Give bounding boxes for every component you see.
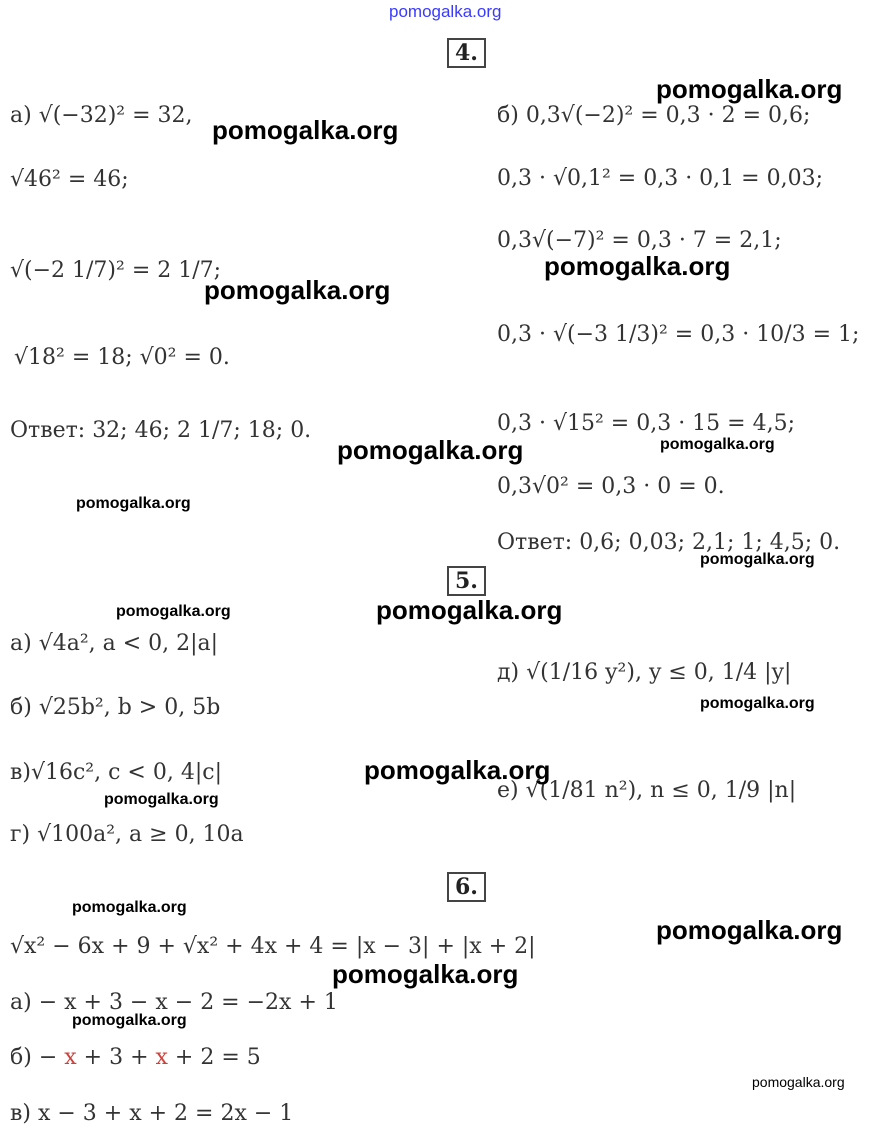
watermark: pomogalka.org [364, 755, 551, 785]
task-6c: в) x − 3 + x + 2 = 2x − 1 [10, 1101, 294, 1126]
watermark: pomogalka.org [544, 251, 731, 281]
task-4b-line-1: б) 0,3√(−2)² = 0,3 · 2 = 0,6; [497, 103, 811, 128]
watermark: pomogalka.org [76, 495, 191, 512]
watermark: pomogalka.org [656, 915, 843, 945]
watermark: pomogalka.org [337, 435, 524, 465]
task-4a-line-2: √46² = 46; [10, 167, 129, 192]
task-4b-line-3: 0,3√(−7)² = 0,3 · 7 = 2,1; [497, 228, 782, 253]
task-4a-answer: Ответ: 32; 46; 2 1/7; 18; 0. [10, 418, 312, 443]
task-4b-line-5: 0,3 · √15² = 0,3 · 15 = 4,5; [497, 411, 795, 436]
task-5-number: 5. [447, 566, 486, 596]
watermark: pomogalka.org [376, 595, 563, 625]
watermark: pomogalka.org [204, 275, 391, 305]
task-6b-pre: б) − [10, 1045, 65, 1070]
watermark: pomogalka.org [72, 1012, 187, 1029]
watermark: pomogalka.org [332, 959, 519, 989]
watermark: pomogalka.org [700, 551, 815, 568]
task-6-number: 6. [447, 872, 486, 902]
watermark: pomogalka.org [656, 74, 843, 104]
watermark: pomogalka.org [752, 1074, 845, 1090]
task-4b-line-4: 0,3 · √(−3 1/3)² = 0,3 · 10/3 = 1; [497, 322, 860, 347]
task-6a: а) − x + 3 − x − 2 = −2x + 1 [10, 990, 338, 1015]
task-4a-line-1: а) √(−32)² = 32, [10, 103, 193, 128]
watermark-top: pomogalka.org [389, 2, 502, 21]
watermark: pomogalka.org [116, 603, 231, 620]
task-6b-post: + 2 = 5 [167, 1045, 261, 1070]
watermark: pomogalka.org [700, 695, 815, 712]
task-5c: в)√16c², c < 0, 4|c| [10, 760, 222, 785]
task-4b-line-6: 0,3√0² = 0,3 · 0 = 0. [497, 474, 725, 499]
task-4a-line-4: √18² = 18; √0² = 0. [14, 345, 230, 370]
task-6b-x2: x [155, 1045, 168, 1070]
task-5d: г) √100a², a ≥ 0, 10a [10, 822, 244, 847]
task-5e: д) √(1/16 y²), y ≤ 0, 1/4 |y| [497, 660, 792, 685]
task-6b [10, 1045, 261, 1071]
watermark: pomogalka.org [72, 899, 187, 916]
task-5a: а) √4a², a < 0, 2|a| [10, 631, 219, 656]
task-4b-answer: Ответ: 0,6; 0,03; 2,1; 1; 4,5; 0. [497, 530, 841, 555]
watermark: pomogalka.org [212, 115, 399, 145]
task-4-number: 4. [447, 38, 486, 68]
task-6b-x1: x [64, 1045, 77, 1070]
task-5f: е) √(1/81 n²), n ≤ 0, 1/9 |n| [497, 778, 797, 803]
task-6-equation: √x² − 6x + 9 + √x² + 4x + 4 = |x − 3| + |x + 2| [10, 934, 536, 959]
task-4a-line-3: √(−2 1/7)² = 2 1/7; [10, 258, 222, 283]
watermark: pomogalka.org [104, 791, 219, 808]
task-6b-mid: + 3 + [76, 1045, 156, 1070]
watermark: pomogalka.org [660, 436, 775, 453]
task-5b: б) √25b², b > 0, 5b [10, 695, 221, 720]
task-4b-line-2: 0,3 · √0,1² = 0,3 · 0,1 = 0,03; [497, 166, 823, 191]
